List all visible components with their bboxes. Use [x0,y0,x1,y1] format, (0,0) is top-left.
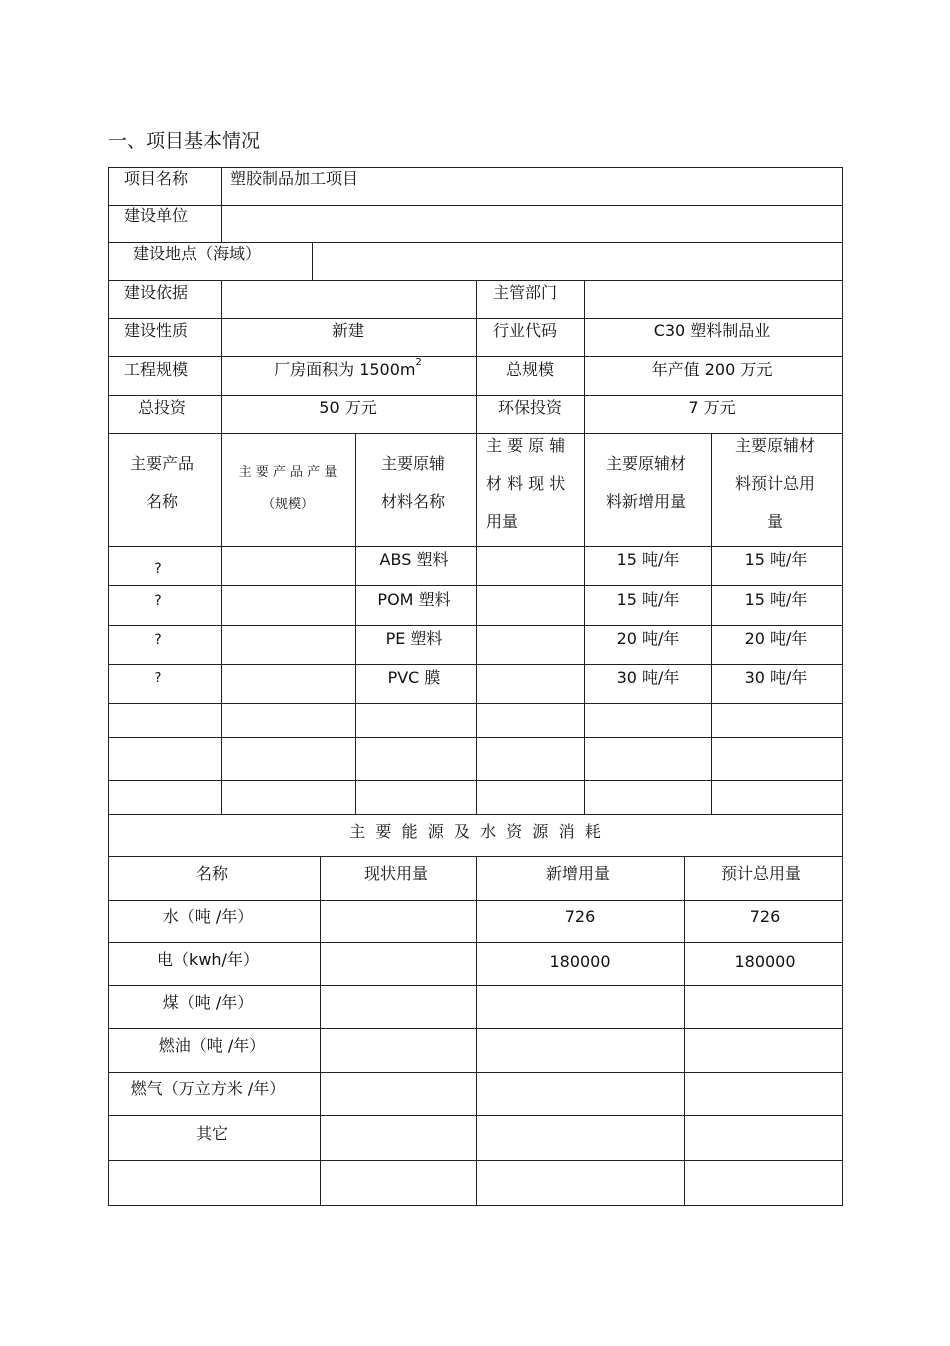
scale-label: 工程规模 [124,360,189,379]
material-row-2-product: ? [154,593,162,609]
column-divider [221,280,222,814]
energy-row-other-name: 其它 [195,1124,229,1143]
investment-value: 50 万元 [319,398,377,417]
material-row-4-total: 30 吨/年 [744,668,808,687]
total-scale-label: 总规模 [505,360,555,379]
total-scale-value: 年产值 200 万元 [651,360,773,379]
energy-row-power-total: 180000 [734,952,796,971]
project-name-label: 项目名称 [124,169,189,188]
material-row-1-new: 15 吨/年 [616,550,680,569]
energy-header-name: 名称 [195,864,229,883]
materials-header-new: 主要原辅材 料新增用量 [605,454,687,511]
industry-label: 行业代码 [493,321,558,340]
materials-header-output: 主 要 产 品 产 量 （规模） [238,465,338,512]
material-row-1-product: ? [154,561,162,577]
energy-row-water-total: 726 [749,907,781,926]
nature-value: 新建 [331,321,365,340]
material-row-4-product: ? [154,671,162,686]
scale-value [274,357,422,380]
env-investment-label: 环保投资 [497,398,563,417]
energy-row-water-new: 726 [564,907,596,926]
material-row-2-name: POM 塑料 [377,590,451,609]
materials-header-total: 主要原辅材 料预计总用 量 [734,436,816,531]
row-divider [108,242,843,243]
energy-section-title: 主 要 能 源 及 水 资 源 消 耗 [349,822,601,841]
material-row-3-product: ? [154,632,162,648]
column-divider [312,242,313,280]
material-row-3-total: 20 吨/年 [744,629,808,648]
column-divider [584,280,585,814]
material-row-1-total: 15 吨/年 [744,550,808,569]
material-row-4-name: PVC 膜 [387,668,441,687]
energy-row-power-name: 电（kwh/年） [157,950,259,969]
materials-header-current: 主 要 原 辅 材 料 现 状 用量 [486,436,566,531]
energy-header-new: 新增用量 [545,864,611,883]
material-row-3-new: 20 吨/年 [616,629,680,648]
column-divider [711,433,712,814]
column-divider [476,280,477,814]
location-label: 建设地点（海域） [133,244,262,263]
materials-header-product: 主要产品 名称 [129,454,195,511]
energy-row-gas-name: 燃气（万立方米 /年） [130,1079,286,1098]
section-title: 一、项目基本情况 [108,130,261,152]
materials-header-material: 主要原辅 材料名称 [380,454,446,511]
material-row-4-new: 30 吨/年 [616,668,680,687]
material-row-2-total: 15 吨/年 [744,590,808,609]
energy-row-power-new: 180000 [549,952,611,971]
project-name-value: 塑胶制品加工项目 [230,169,359,188]
column-divider [684,856,685,1206]
builder-label: 建设单位 [124,206,189,225]
dept-label: 主管部门 [493,283,558,302]
energy-header-current: 现状用量 [363,864,429,883]
column-divider [355,433,356,814]
material-row-3-name: PE 塑料 [385,629,443,648]
energy-row-water-name: 水（吨 /年） [162,907,254,926]
env-investment-value: 7 万元 [688,398,736,417]
energy-header-total: 预计总用量 [720,864,802,883]
scale-unit-superscript: 2 [415,357,422,368]
material-row-1-name: ABS 塑料 [379,550,449,569]
column-divider [221,167,222,242]
scale-value-text: 厂房面积为 1500m [274,360,416,379]
industry-value: C30 塑料制品业 [653,321,771,340]
row-divider [108,205,843,206]
investment-label: 总投资 [137,398,187,417]
nature-label: 建设性质 [124,321,189,340]
energy-row-fuel-oil-name: 燃油（吨 /年） [158,1036,266,1055]
row-divider [108,814,843,815]
basis-label: 建设依据 [124,283,189,302]
material-row-2-new: 15 吨/年 [616,590,680,609]
column-divider [476,856,477,1206]
energy-row-coal-name: 煤（吨 /年） [162,993,254,1012]
column-divider [320,856,321,1206]
